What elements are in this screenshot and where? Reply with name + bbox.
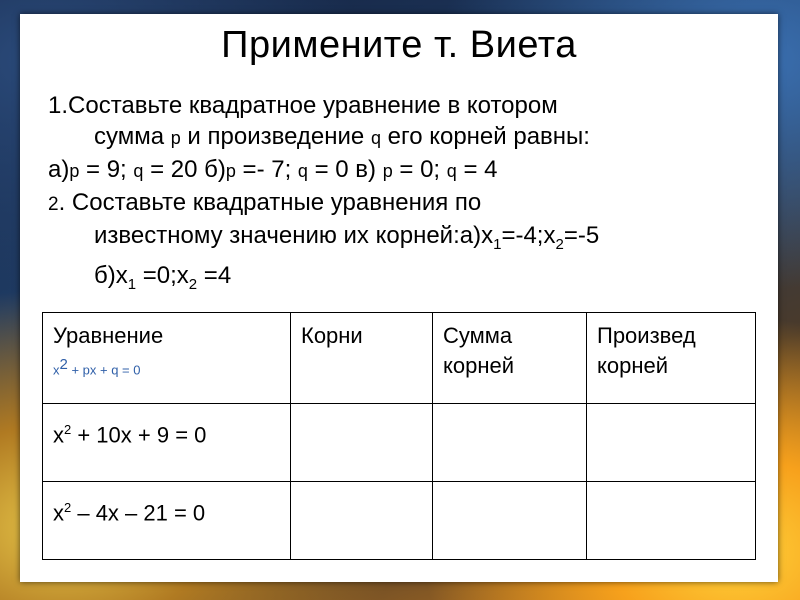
option-a-p: p xyxy=(69,161,80,181)
option-c-end: = 4 xyxy=(456,156,498,183)
task2-line1 xyxy=(48,187,768,220)
product-cell[interactable] xyxy=(587,482,756,560)
table-row xyxy=(43,482,756,560)
task1-text-a: сумма xyxy=(94,123,171,150)
task2-line2-a: известному значению их корней:а)х xyxy=(94,222,494,249)
sub-3: 1 xyxy=(127,275,137,293)
header-equation-label: Уравнение xyxy=(53,323,164,348)
task2-text: . Составьте квадратные уравнения по xyxy=(58,189,482,216)
equation-cell xyxy=(43,404,291,482)
option-b-end: = 0 в) xyxy=(307,156,383,183)
roots-cell[interactable] xyxy=(291,404,433,482)
option-a-prefix: а) xyxy=(48,156,70,183)
vieta-table xyxy=(42,312,756,560)
option-b-mid: =- 7; xyxy=(235,156,298,183)
header-product: Произвед корней xyxy=(587,313,756,404)
sub-2: 2 xyxy=(555,235,564,253)
sum-cell[interactable] xyxy=(433,482,587,560)
var-p: p xyxy=(170,128,181,148)
task1-text-c: его корней равны: xyxy=(380,123,590,150)
task2-line2 xyxy=(48,220,768,260)
eq2-x: x xyxy=(53,500,64,526)
eq1-sup: 2 xyxy=(64,422,72,437)
equation-cell xyxy=(43,482,291,560)
option-c-mid: = 0; xyxy=(392,156,447,183)
option-b-q: q xyxy=(297,161,308,181)
option-a-mid: = 9; xyxy=(79,156,134,183)
task2-line2-b: =-4;х xyxy=(501,222,556,249)
option-c-p: p xyxy=(382,161,393,181)
sub-1: 1 xyxy=(493,235,502,253)
task2-line3-a: б)х xyxy=(94,261,128,289)
header-equation xyxy=(43,313,291,404)
tasks-text xyxy=(48,90,768,300)
task2-line3-b: =0;х xyxy=(136,261,189,289)
option-a-q: q xyxy=(133,161,144,181)
sub-4: 2 xyxy=(188,275,198,293)
var-q: q xyxy=(370,128,381,148)
task2-line3 xyxy=(48,260,768,300)
task1-line2 xyxy=(48,121,768,154)
eq1-x: x xyxy=(53,422,64,448)
equation-hint xyxy=(53,357,280,378)
product-cell[interactable] xyxy=(587,404,756,482)
eq2-sup: 2 xyxy=(64,500,72,515)
task2-line3-c: =4 xyxy=(197,261,232,289)
roots-cell[interactable] xyxy=(291,482,433,560)
option-c-q: q xyxy=(446,161,457,181)
task1-line1: 1.Составьте квадратное уравнение в котором xyxy=(48,92,558,119)
option-a-end: = 20 б) xyxy=(143,156,226,183)
hint-sup: 2 xyxy=(59,356,68,373)
task1-text-b: и произведение xyxy=(180,123,371,150)
slide-title: Примените т. Виета xyxy=(221,24,577,66)
task1-options xyxy=(48,154,768,187)
task2-line2-c: =-5 xyxy=(563,222,600,249)
eq2-rest: – 4x – 21 = 0 xyxy=(71,500,206,526)
header-sum: Сумма корней xyxy=(433,313,587,404)
hint-rest: + px + q = 0 xyxy=(67,362,141,378)
header-roots: Корни xyxy=(291,313,433,404)
task2-number: 2 xyxy=(48,194,59,215)
table-row xyxy=(43,404,756,482)
sum-cell[interactable] xyxy=(433,404,587,482)
eq1-rest: + 10x + 9 = 0 xyxy=(71,422,207,448)
hint-x: x xyxy=(53,362,60,378)
slide xyxy=(20,14,778,582)
table-header-row xyxy=(43,313,756,404)
option-b-p: p xyxy=(225,161,236,181)
